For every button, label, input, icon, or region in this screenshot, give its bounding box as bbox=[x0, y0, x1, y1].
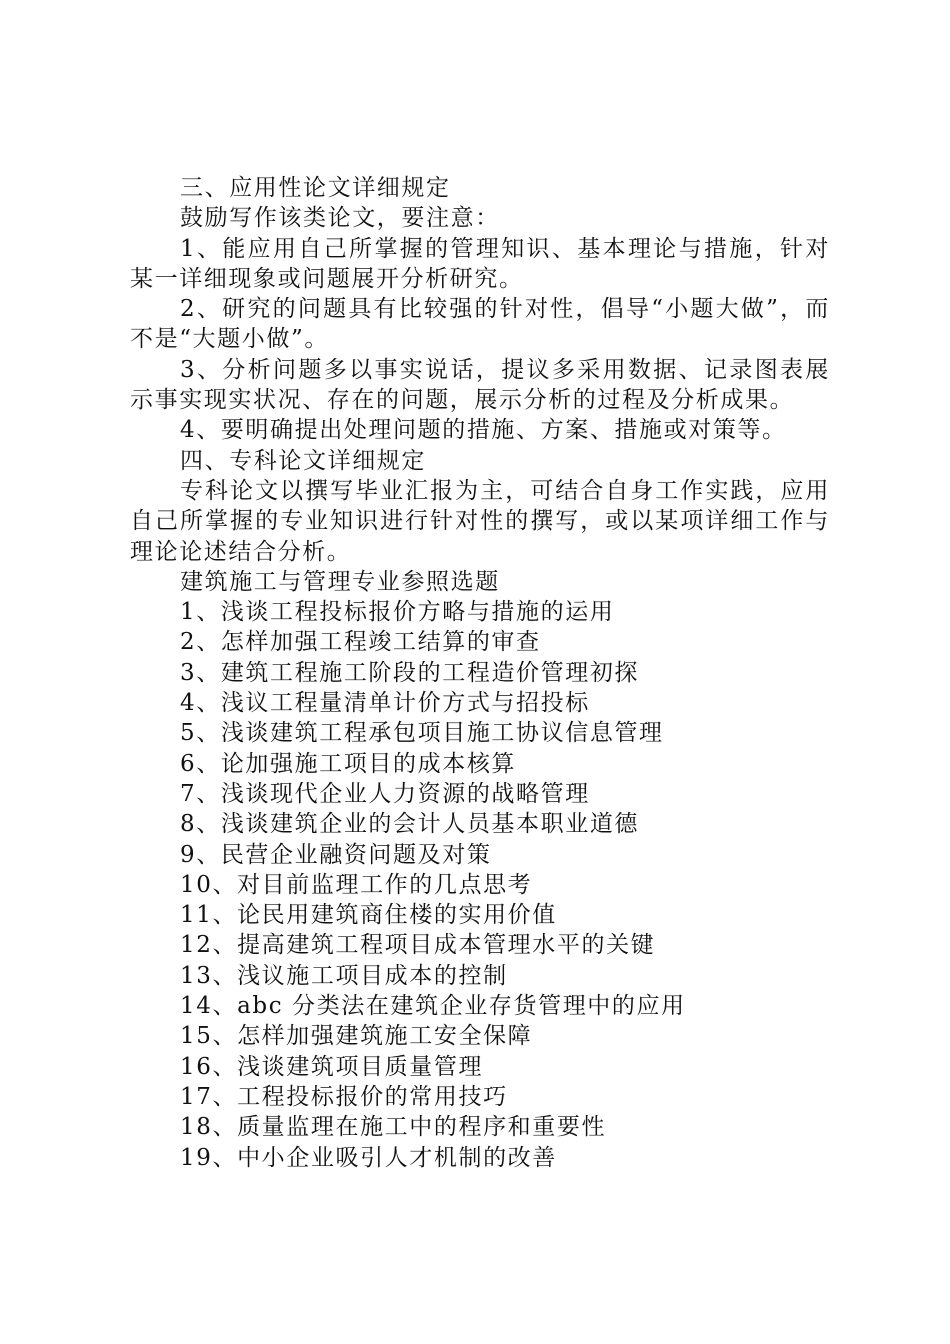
topic-item: 16、浅谈建筑项目质量管理 bbox=[180, 1053, 484, 1080]
topic-item: 4、浅议工程量清单计价方式与招投标 bbox=[180, 690, 590, 717]
section3-heading: 三、应用性论文详细规定 bbox=[180, 175, 451, 201]
topic-item: 2、怎样加强工程竣工结算的审查 bbox=[180, 629, 541, 656]
topic-item: 1、浅谈工程投标报价方略与措施的运用 bbox=[180, 599, 615, 626]
topic-item: 8、浅谈建筑企业的会计人员基本职业道德 bbox=[180, 811, 640, 838]
topic-item: 9、民营企业融资问题及对策 bbox=[180, 841, 492, 868]
topic-item: 18、质量监理在施工中的程序和重要性 bbox=[180, 1114, 607, 1141]
section3-item: 3、分析问题多以事实说话，提议多采用数据、记录图表展示事实现实状况、存在的问题，展示分析的过程及分析成果。 bbox=[130, 356, 830, 414]
topic-item: 17、工程投标报价的常用技巧 bbox=[180, 1083, 508, 1110]
topic-item: 19、中小企业吸引人才机制的改善 bbox=[180, 1144, 557, 1171]
topic-item: 14、abc 分类法在建筑企业存货管理中的应用 bbox=[180, 993, 686, 1020]
topic-item: 15、怎样加强建筑施工安全保障 bbox=[180, 1023, 533, 1050]
topic-item: 5、浅谈建筑工程承包项目施工协议信息管理 bbox=[180, 720, 664, 747]
section4-body: 专科论文以撰写毕业汇报为主，可结合自身工作实践，应用自己所掌握的专业知识进行针对性的撰写，或以某项详细工作与理论论述结合分析。 bbox=[130, 477, 830, 565]
section3-item: 4、要明确提出处理问题的措施、方案、措施或对策等。 bbox=[180, 417, 787, 444]
section3-item: 2、研究的问题具有比较强的针对性，倡导“小题大做”，而不是“大题小做”。 bbox=[130, 296, 830, 353]
topic-item: 6、论加强施工项目的成本核算 bbox=[180, 750, 517, 777]
topic-item: 13、浅议施工项目成本的控制 bbox=[180, 962, 508, 989]
section3-intro: 鼓励写作该类论文，要注意： bbox=[180, 205, 500, 232]
section3-item: 1、能应用自己所掌握的管理知识、基本理论与措施，针对某一详细现象或问题展开分析研究。 bbox=[130, 235, 830, 292]
topic-item: 10、对目前监理工作的几点思考 bbox=[180, 871, 533, 898]
section4-heading: 四、专科论文详细规定 bbox=[180, 447, 426, 474]
topic-item: 3、建筑工程施工阶段的工程造价管理初探 bbox=[180, 659, 640, 686]
topic-item: 12、提高建筑工程项目成本管理水平的关键 bbox=[180, 932, 656, 959]
document-body bbox=[130, 173, 830, 1173]
topics-heading: 建筑施工与管理专业参照选题 bbox=[180, 568, 500, 595]
topic-item: 7、浅谈现代企业人力资源的战略管理 bbox=[180, 780, 590, 807]
topic-item: 11、论民用建筑商住楼的实用价值 bbox=[180, 902, 557, 929]
